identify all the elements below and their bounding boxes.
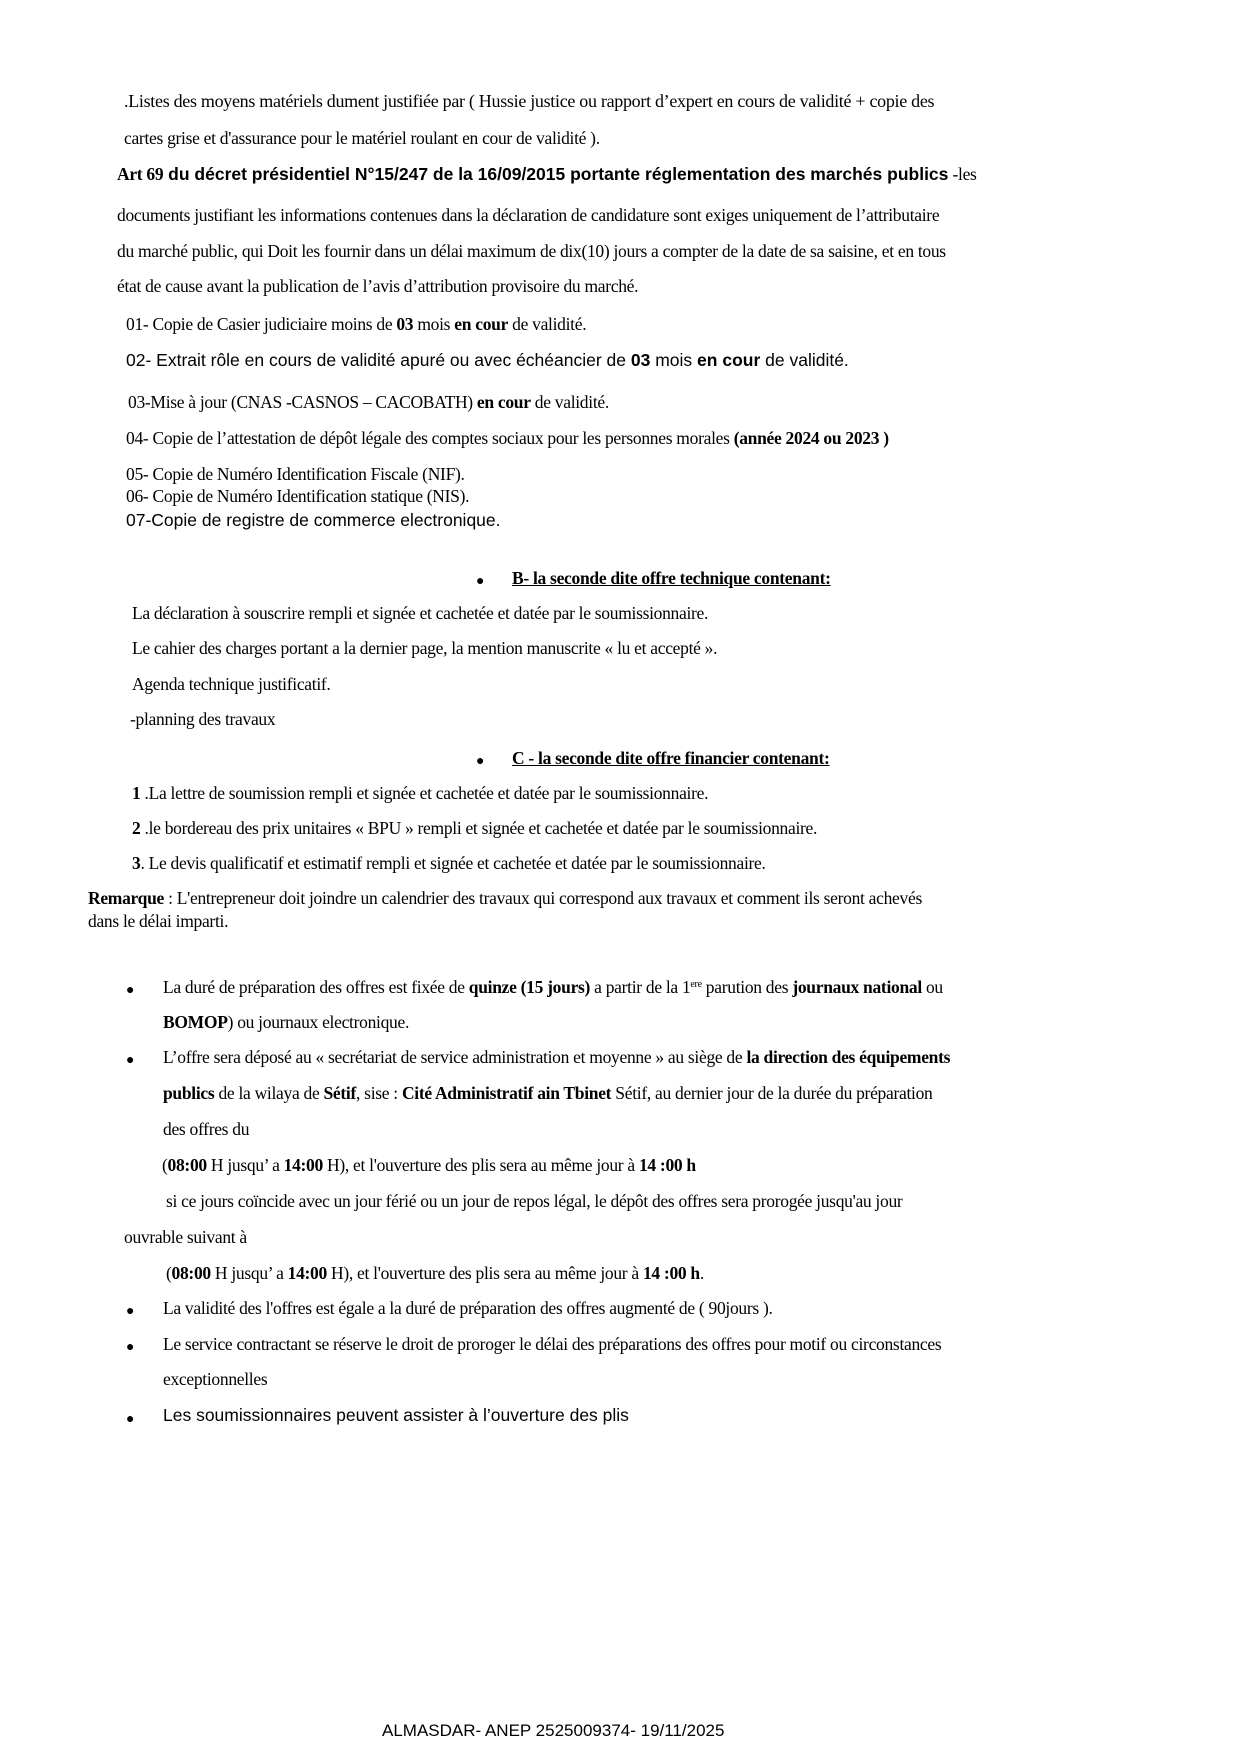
doc-01-en-cour: en cour <box>454 314 509 334</box>
end-time: 14:00 <box>287 1263 327 1283</box>
bullet-2-line-3: des offres du <box>163 1119 250 1139</box>
art69-prefix: Art 69 <box>117 164 164 184</box>
item-number: 3 <box>132 853 141 873</box>
doc-02-text-2: mois <box>650 350 698 370</box>
text: La duré de préparation des offres est fixée de <box>163 977 469 997</box>
item-number: 1 <box>132 783 141 803</box>
text: de la wilaya de <box>214 1083 324 1103</box>
remarque-line-1 <box>88 888 922 909</box>
section-b-item: -planning des travaux <box>130 709 276 729</box>
remarque-label: Remarque <box>88 888 165 908</box>
city: Sétif <box>323 1083 357 1103</box>
time-window-1 <box>162 1155 696 1176</box>
section-b-item: Le cahier des charges portant a la dernier page, la mention manuscrite « lu et accepté ». <box>132 638 718 658</box>
bullet-1-line-1 <box>163 977 943 998</box>
holiday-line-2: ouvrable suivant à <box>124 1227 247 1247</box>
section-c-item <box>132 818 817 839</box>
start-time: 08:00 <box>171 1263 211 1283</box>
doc-item-03 <box>128 392 609 413</box>
doc-item-01 <box>126 314 586 335</box>
bullet-5: Les soumissionnaires peuvent assister à l’ouverture des plis <box>163 1405 629 1425</box>
text: L’offre sera déposé au « secrétariat de service administration et moyenne » au siège de <box>163 1047 747 1067</box>
item-number: 2 <box>132 818 141 838</box>
art69-line-4: état de cause avant la publication de l’avis d’attribution provisoire du marché. <box>117 276 639 296</box>
section-b-item: La déclaration à souscrire rempli et signée et cachetée et datée par le soumissionnaire. <box>132 603 709 623</box>
remarque-text: : L'entrepreneur doit joindre un calendrier des travaux qui correspond aux travaux et comment ils seront achevés <box>164 888 922 908</box>
bullet-icon: ● <box>126 1410 135 1426</box>
publics: publics <box>163 1083 215 1103</box>
item-text: . Le devis qualificatif et estimatif rempli et signée et cachetée et datée par le soumissionnaire. <box>140 853 766 873</box>
end-time: 14:00 <box>283 1155 323 1175</box>
section-b-item: Agenda technique justificatif. <box>132 674 331 694</box>
bullet-icon: ● <box>126 981 135 997</box>
remarque-line-2: dans le délai imparti. <box>88 911 229 931</box>
section-c-item <box>132 853 766 874</box>
text: parution des <box>701 977 793 997</box>
bullet-icon: ● <box>126 1051 135 1067</box>
bullet-2-line-2 <box>163 1083 932 1104</box>
doc-item-07: 07-Copie de registre de commerce electronique. <box>126 510 501 530</box>
superscript: ere <box>690 979 702 990</box>
art69-title: du décret présidentiel N°15/247 de la 16/09/2015 portante réglementation des marchés publics <box>163 164 949 184</box>
text: H jusqu’ a <box>210 1263 288 1283</box>
bullet-icon: ● <box>126 1302 135 1318</box>
text: a partir de la 1 <box>590 977 691 997</box>
bullet-icon: ● <box>126 1338 135 1354</box>
text: H), et l'ouverture des plis sera au même jour à <box>322 1155 639 1175</box>
opening-time: 14 :00 h <box>638 1155 696 1175</box>
doc-01-months: 03 <box>396 314 414 334</box>
doc-item-04 <box>126 428 889 449</box>
doc-item-06: 06- Copie de Numéro Identification statique (NIS). <box>126 486 470 506</box>
text: ( <box>162 1155 168 1175</box>
footer-reference: ALMASDAR- ANEP 2525009374- 19/11/2025 <box>382 1721 725 1740</box>
doc-02-months: 03 <box>630 350 651 370</box>
doc-item-02 <box>126 350 849 371</box>
section-c-heading: C - la seconde dite offre financier contenant: <box>512 748 830 768</box>
doc-04-year: (année 2024 ou 2023 ) <box>733 428 889 448</box>
item-text: .le bordereau des prix unitaires « BPU » rempli et signée et cachetée et datée par le soumissionnaire. <box>140 818 818 838</box>
text: H), et l'ouverture des plis sera au même jour à <box>326 1263 643 1283</box>
start-time: 08:00 <box>167 1155 207 1175</box>
bomop: BOMOP <box>163 1012 228 1032</box>
section-b-heading: B- la seconde dite offre technique contenant: <box>512 568 831 588</box>
doc-03-text-2: de validité. <box>530 392 609 412</box>
text: Sétif, au dernier jour de la durée du préparation <box>611 1083 933 1103</box>
doc-02-en-cour: en cour <box>697 350 761 370</box>
direction: la direction des équipements <box>746 1047 951 1067</box>
bullet-4-line-1: Le service contractant se réserve le droit de proroger le délai des préparations des offres pour motif ou circonstances <box>163 1334 942 1354</box>
bullet-icon: ● <box>476 752 485 768</box>
text: ou <box>921 977 943 997</box>
text: ( <box>166 1263 172 1283</box>
art69-heading <box>117 164 977 185</box>
holiday-line-1: si ce jours coïncide avec un jour férié ou un jour de repos légal, le dépôt des offres sera prorogée jusqu'au jour <box>166 1191 903 1211</box>
section-c-item <box>132 783 708 804</box>
doc-02-text: 02- Extrait rôle en cours de validité apuré ou avec échéancier de <box>126 350 631 370</box>
opening-time: 14 :00 h <box>642 1263 700 1283</box>
art69-line-2: documents justifiant les informations contenues dans la déclaration de candidature sont exiges uniquement de l’attributaire <box>117 205 940 225</box>
bullet-1-line-2 <box>163 1012 409 1033</box>
doc-04-text: 04- Copie de l’attestation de dépôt légale des comptes sociaux pour les personnes morales <box>126 428 734 448</box>
address: Cité Administratif ain Tbinet <box>401 1083 612 1103</box>
doc-02-text-3: de validité. <box>760 350 849 370</box>
text: . <box>699 1263 704 1283</box>
bullet-3: La validité des l'offres est égale a la duré de préparation des offres augmenté de ( 90jours ). <box>163 1298 773 1318</box>
text: , sise : <box>356 1083 402 1103</box>
time-window-2 <box>166 1263 704 1284</box>
intro-line-2: cartes grise et d'assurance pour le matériel roulant en cour de validité ). <box>124 128 600 148</box>
bullet-4-line-2: exceptionnelles <box>163 1369 268 1389</box>
text: H jusqu’ a <box>206 1155 284 1175</box>
text: ) ou journaux electronique. <box>227 1012 410 1032</box>
doc-item-05: 05- Copie de Numéro Identification Fiscale (NIF). <box>126 464 465 484</box>
bullet-2-line-1 <box>163 1047 950 1068</box>
intro-line-1: .Listes des moyens matériels dument justifiée par ( Hussie justice ou rapport d’expert en cours de validité + copie des <box>124 91 935 111</box>
item-text: .La lettre de soumission rempli et signée et cachetée et datée par le soumissionnaire. <box>140 783 709 803</box>
bullet-icon: ● <box>476 572 485 588</box>
doc-01-text-2: mois <box>413 314 455 334</box>
doc-03-text: 03-Mise à jour (CNAS -CASNOS – CACOBATH) <box>128 392 477 412</box>
doc-01-text-3: de validité. <box>508 314 587 334</box>
journals: journaux national <box>792 977 922 997</box>
art69-suffix: -les <box>948 164 977 184</box>
doc-03-en-cour: en cour <box>476 392 531 412</box>
duration: quinze (15 jours) <box>468 977 591 997</box>
doc-01-text: 01- Copie de Casier judiciaire moins de <box>126 314 397 334</box>
art69-line-3: du marché public, qui Doit les fournir dans un délai maximum de dix(10) jours a compter de la date de sa saisine, et en tous <box>117 241 946 261</box>
